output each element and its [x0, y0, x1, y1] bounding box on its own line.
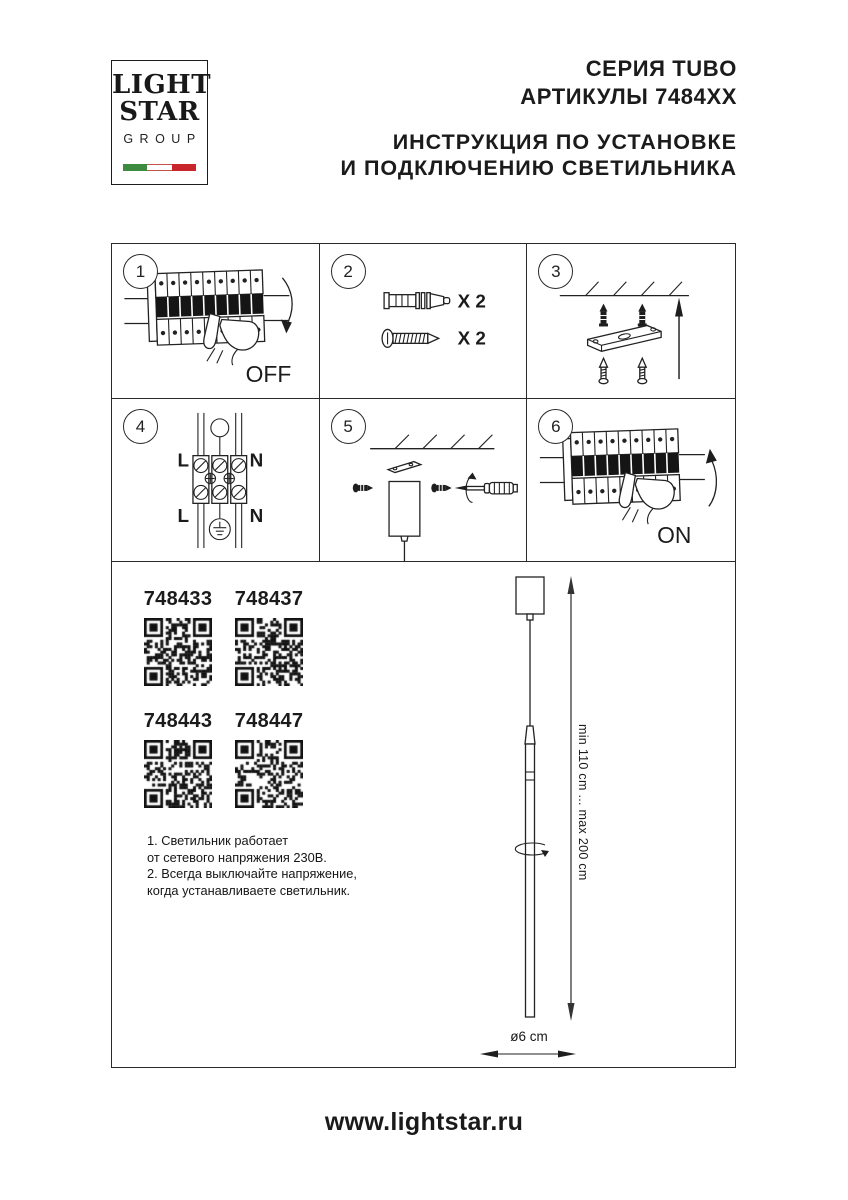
instruction-line-2: И ПОДКЛЮЧЕНИЮ СВЕТИЛЬНИКА: [340, 156, 737, 180]
anchor-icons: [599, 304, 647, 327]
on-label: ON: [657, 522, 692, 549]
note-line: 2. Всегда выключайте напряжение,: [147, 866, 357, 881]
step-5-number: 5: [331, 409, 366, 444]
wire-label-n-bottom: N: [249, 505, 264, 527]
off-label: OFF: [245, 361, 292, 388]
flag-white: [147, 164, 171, 171]
instruction-line-1: ИНСТРУКЦИЯ ПО УСТАНОВКЕ: [392, 130, 737, 154]
screwdriver-icon: [454, 482, 517, 493]
height-dimension-arrow: [568, 576, 575, 1021]
step-3-panel: [527, 244, 735, 399]
step-1-number: 1: [123, 254, 158, 289]
wire-label-l-bottom: L: [177, 505, 189, 527]
diameter-dimension-arrow: [480, 1051, 576, 1058]
dowel-qty-label: X 2: [457, 290, 486, 312]
pendant-lamp-drawing: [112, 562, 735, 1067]
diameter-label: ø6 cm: [510, 1029, 548, 1044]
wire-label-n-top: N: [249, 449, 264, 471]
bracket-icon: [388, 462, 421, 473]
logo-word-group: GROUP: [123, 132, 202, 146]
logo-word-star: STAR: [119, 97, 200, 127]
mounting-screw-icons: [599, 358, 647, 383]
flag-red: [172, 164, 196, 171]
instruction-frame: [111, 243, 736, 1068]
step-4-panel: [112, 399, 320, 562]
lightstar-logo: [111, 60, 212, 185]
instruction-title: [341, 129, 737, 181]
step-4-number: 4: [123, 409, 158, 444]
mounting-bracket-icon: [588, 325, 662, 351]
wire-label-l-top: L: [177, 449, 189, 471]
logo-word-light: LIGHT: [112, 70, 212, 100]
height-range-label: min 110 cm ... max 200 cm: [576, 724, 590, 881]
italian-flag-bar: [123, 164, 196, 171]
product-info-panel: [112, 562, 735, 1067]
up-arrow-icon: [675, 298, 683, 317]
step-2-number: 2: [331, 254, 366, 289]
step-3-number: 3: [538, 254, 573, 289]
screw-icon: [382, 329, 439, 347]
step-1-panel: [112, 244, 320, 399]
articles-title: АРТИКУЛЫ 7484XX: [520, 84, 737, 109]
article-number: 748447: [234, 710, 304, 732]
steps-grid: [112, 244, 735, 562]
website-link: www.lightstar.ru: [324, 1108, 524, 1136]
screw-qty-label: X 2: [457, 327, 486, 349]
step-5-panel: [320, 399, 528, 562]
canopy-icon: [389, 481, 420, 536]
note-line: когда устанавливаете светильник.: [147, 882, 350, 898]
right-screw-icon: [431, 483, 451, 492]
dowel-icon: [384, 293, 450, 309]
note-line: от сетевого напряжения 230В.: [147, 849, 327, 865]
step-6-panel: [527, 399, 735, 562]
note-line: 1. Светильник работает: [147, 833, 289, 848]
article-number: 748443: [143, 710, 213, 732]
article-number: 748433: [143, 588, 213, 610]
series-title: СЕРИЯ TUBO: [585, 56, 737, 81]
header-titles: [341, 55, 737, 181]
step-6-number: 6: [538, 409, 573, 444]
article-number: 748437: [234, 588, 304, 610]
left-screw-icon: [352, 483, 372, 492]
ground-symbol-icon: [209, 519, 230, 540]
step-2-panel: [320, 244, 528, 399]
flag-green: [123, 164, 147, 171]
